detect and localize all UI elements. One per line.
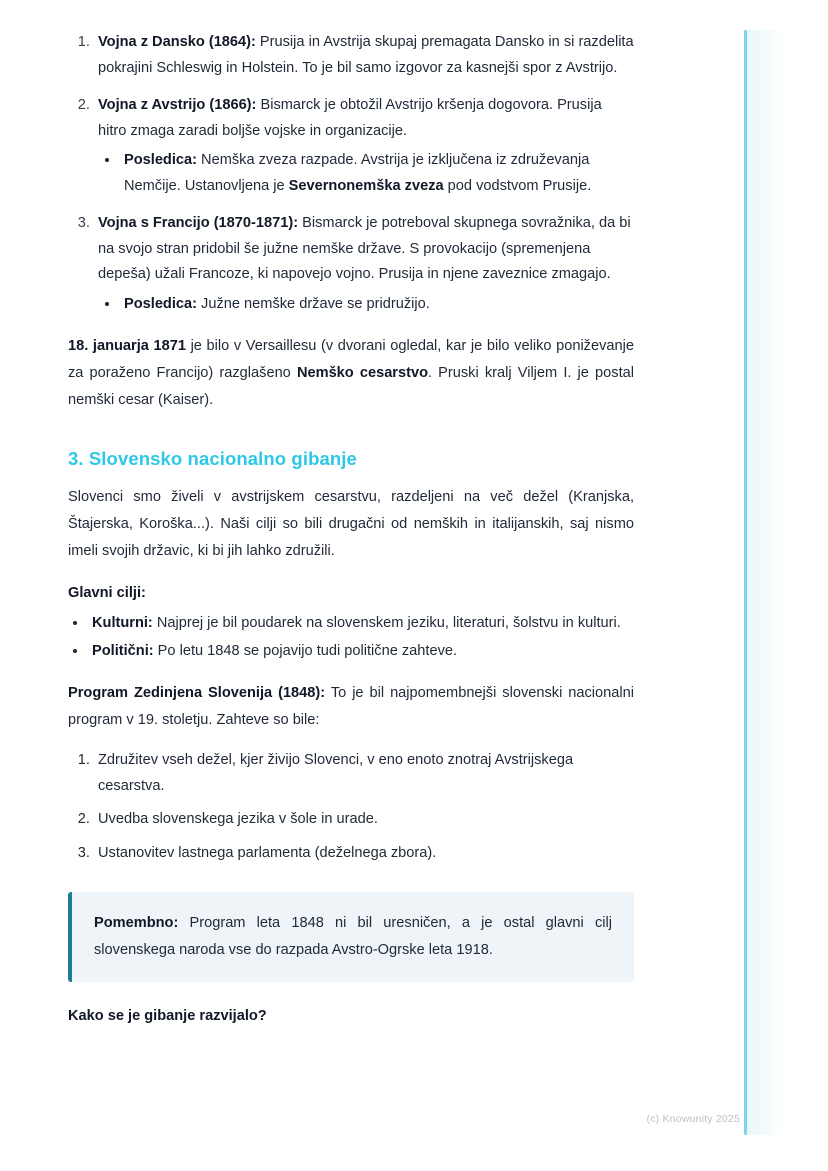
goals-list: [68, 611, 634, 664]
list-item: 3. Ustanovitev lastnega parlamenta (deželnega zbora).: [94, 841, 634, 867]
goal-text: Najprej je bil poudarek na slovenskem jeziku, literaturi, šolstvu in kulturi.: [152, 615, 621, 631]
versailles-date: 18. januarja 1871: [68, 338, 186, 354]
program-demands-list: [68, 748, 634, 866]
list-item: [94, 93, 634, 199]
versailles-text-c: . Pruski kralj Viljem I. je postal nemški cesar (Kaiser).: [68, 365, 634, 408]
sub-item-text-a: Nemška zveza razpade. Avstrija je izključena iz združevanja Nemčije. Ustanovljena je: [124, 152, 590, 194]
section-paragraph: Slovenci smo živeli v avstrijskem cesarstvu, razdeljeni na več dežel (Kranjska, Štajerska, Koroška...). Naši cilji so bili drugačni od nemških in italijanskih, saj nismo imeli svojih državic, ki bi jih lahko združili.: [68, 489, 634, 559]
important-callout: [68, 892, 634, 982]
goal-title: Politični:: [92, 642, 154, 659]
list-item: 2. Uvedba slovenskega jezika v šole in urade.: [94, 807, 634, 833]
accent-rail-line: [744, 30, 747, 1135]
section-heading: 3. Slovensko nacionalno gibanje: [68, 448, 357, 469]
list-item: 1. Združitev vseh dežel, kjer živijo Slovenci, v eno enoto znotraj Avstrijskega cesarstva.: [94, 748, 634, 799]
versailles-text-a: je bilo v Versaillesu (v dvorani ogledal, kar je bilo veliko poniževanje za poraženo Francijo) razglašeno: [68, 338, 634, 381]
versailles-paragraph: [68, 333, 634, 414]
versailles-bold-b: Nemško cesarstvo: [296, 365, 428, 381]
watermark: (c) Knowunity 2025: [646, 1113, 740, 1125]
list-item: [94, 30, 634, 81]
sub-item-text-a: Južne nemške države se pridružijo.: [197, 295, 430, 312]
list-item: [120, 148, 634, 199]
closing-heading: Kako se je gibanje razvijalo?: [68, 1008, 267, 1024]
sub-item-title: Posledica:: [124, 295, 197, 312]
list-item-title: Vojna z Avstrijo (1866):: [98, 97, 257, 113]
callout-title: Pomembno:: [94, 915, 179, 931]
list-item: [88, 611, 634, 637]
list-item-title: Vojna z Dansko (1864):: [98, 34, 256, 50]
document-content: [68, 30, 634, 1024]
sub-list: [98, 292, 634, 318]
page-edge-decoration: [744, 0, 828, 1171]
program-text: To je bil najpomembnejši slovenski nacionalni program v 19. stoletju. Zahteve so bile:: [68, 685, 634, 728]
sub-item-title: Posledica:: [124, 152, 197, 168]
program-title: Program Zedinjena Slovenija (1848):: [68, 685, 326, 701]
program-paragraph: [68, 680, 634, 734]
list-item-text: Prusija in Avstrija skupaj premagata Dansko in si razdelita pokrajini Schleswig in Holstein. To je bil samo izgovor za kasnejši spor z Avstrijo.: [98, 34, 634, 76]
sub-item-bold-b: Severnonemška zveza: [288, 177, 444, 194]
list-item-text: Bismarck je potreboval skupnega sovražnika, da bi na svojo stran pridobil še južne nemške države. S provokacijo (spremenjena depeša) užali Francoze, ki napovejo vojno. Prusija in njene zaveznice zmagajo.: [98, 215, 631, 282]
wars-ordered-list: [68, 30, 634, 317]
list-item: [120, 292, 634, 318]
goal-text: Po letu 1848 se pojavijo tudi politične zahteve.: [153, 642, 458, 659]
accent-rail-band: [747, 30, 781, 1135]
list-item: [88, 639, 634, 665]
list-item-title: Vojna s Francijo (1870-1871):: [98, 215, 299, 231]
callout-paragraph: [94, 910, 612, 964]
list-item-text: Bismarck je obtožil Avstrijo kršenja dogovora. Prusija hitro zmaga zaradi boljše vojske in organizacije.: [98, 97, 602, 139]
callout-text: Program leta 1848 ni bil uresničen, a je ostal glavni cilj slovenskega naroda vse do razpada Avstro-Ogrske leta 1918.: [94, 915, 612, 958]
list-item: [94, 211, 634, 317]
goal-title: Kulturni:: [92, 615, 153, 631]
goals-heading: Glavni cilji:: [68, 585, 146, 601]
sub-list: [98, 148, 634, 199]
sub-item-text-c: pod vodstvom Prusije.: [443, 177, 592, 194]
